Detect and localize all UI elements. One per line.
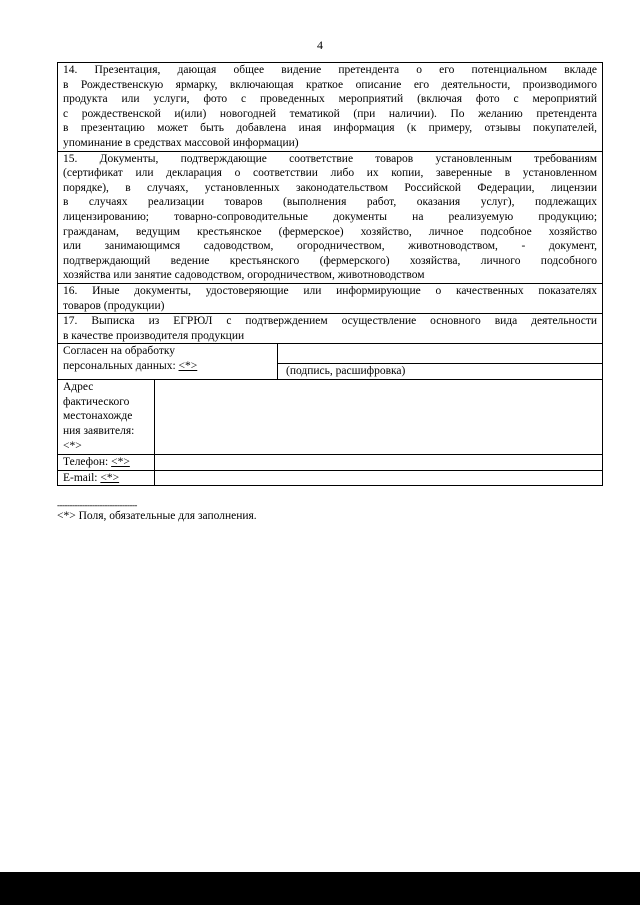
page-number: 4 [317,38,323,52]
required-mark: <*> [100,471,120,484]
scan-border [0,872,640,905]
item-line: 14. Презентация, дающая общее видение претендента о его потенциальном вкладе [63,64,598,76]
address-label-line: ния заявителя: [63,425,135,438]
signature-input-area[interactable] [278,344,602,364]
item-line: упоминание в средствах массовой информации) [63,136,299,149]
consent-label-cell [58,344,278,380]
address-field[interactable] [155,380,603,455]
phone-field[interactable] [155,455,603,471]
item-line: в случаях реализации товаров (выполнения работ, оказания услуг), подлежащих [63,196,598,209]
consent-label-line2: персональных данных: [63,359,176,372]
email-label-cell [58,470,155,486]
item-line: гражданам, ведущим крестьянское (фермерское) хозяйство, личное подсобное хозяйство [63,225,598,238]
footnote: <*> Поля, обязательные для заполнения. [57,510,257,522]
item-line: лицензированию; товарно-сопроводительные документы на реализуемую продукцию; [63,210,598,223]
item-line: товаров (продукции) [63,299,165,312]
address-row [58,380,603,455]
item-line: 17. Выписка из ЕГРЮЛ с подтверждением осуществление основного вида деятельности [63,315,598,328]
address-label-cell [58,380,155,455]
phone-label: Телефон: [63,456,109,469]
consent-row [58,344,603,380]
address-label-line: Адрес [63,381,94,394]
item-line: 15. Документы, подтверждающие соответствие товаров установленным требованиям [63,152,598,165]
item-14-cell [58,63,603,152]
signature-field[interactable] [278,344,603,380]
item-line: в качестве производителя продукции [63,329,245,342]
phone-row [58,455,603,471]
required-mark: <*> [111,456,130,469]
phone-label-cell [58,455,155,471]
signature-caption: (подпись, расшифровка) [286,365,406,378]
item-line: или занимающимся садоводством, огородничеством, животноводством, - документ, [63,240,598,253]
item-line: хозяйства или занятие садоводством, огородничеством, животноводством [63,269,425,282]
address-label-line: местонахожде [63,410,133,423]
documents-table [57,62,603,486]
email-row [58,470,603,486]
item-15-cell [58,151,603,283]
item-14-row [58,63,603,152]
item-line: порядке), в случаях, установленных законодательством Российской Федерации, лицензии [63,181,598,194]
footnote-divider: -------------------------------- [57,500,137,510]
item-line: с рождественской и(или) новогодней тематикой (при наличии). По желанию претендента [63,107,598,120]
item-line: (сертификат или декларация о соответствии либо их копии, заверенные в установленном [63,167,598,180]
item-17-cell [58,314,603,344]
item-line: 16. Иные документы, удостоверяющие или информирующие о качественных показателях [63,284,598,297]
item-line: в презентацию может быть добавлена иная информация (к примеру, отзывы покупателей, [63,122,598,135]
address-label-line: фактического [63,395,130,408]
email-label: E-mail: [63,471,98,484]
consent-label-line1: Согласен на обработку [63,345,176,358]
item-line: подтверждающий ведение крестьянского (фермерского) хозяйства, личного подсобного [63,254,598,267]
item-line: продукта или услуги, фото с проведенных мероприятий (включая фото с мероприятий [63,93,598,106]
item-15-row [58,151,603,283]
item-line: в Рождественскую ярмарку, включающая краткое описание его деятельности, производимого [63,78,598,91]
item-16-cell [58,283,603,313]
required-mark: <*> [178,359,198,372]
item-17-row [58,314,603,344]
email-field[interactable] [155,470,603,486]
item-16-row [58,283,603,313]
required-mark: <*> [63,439,82,452]
